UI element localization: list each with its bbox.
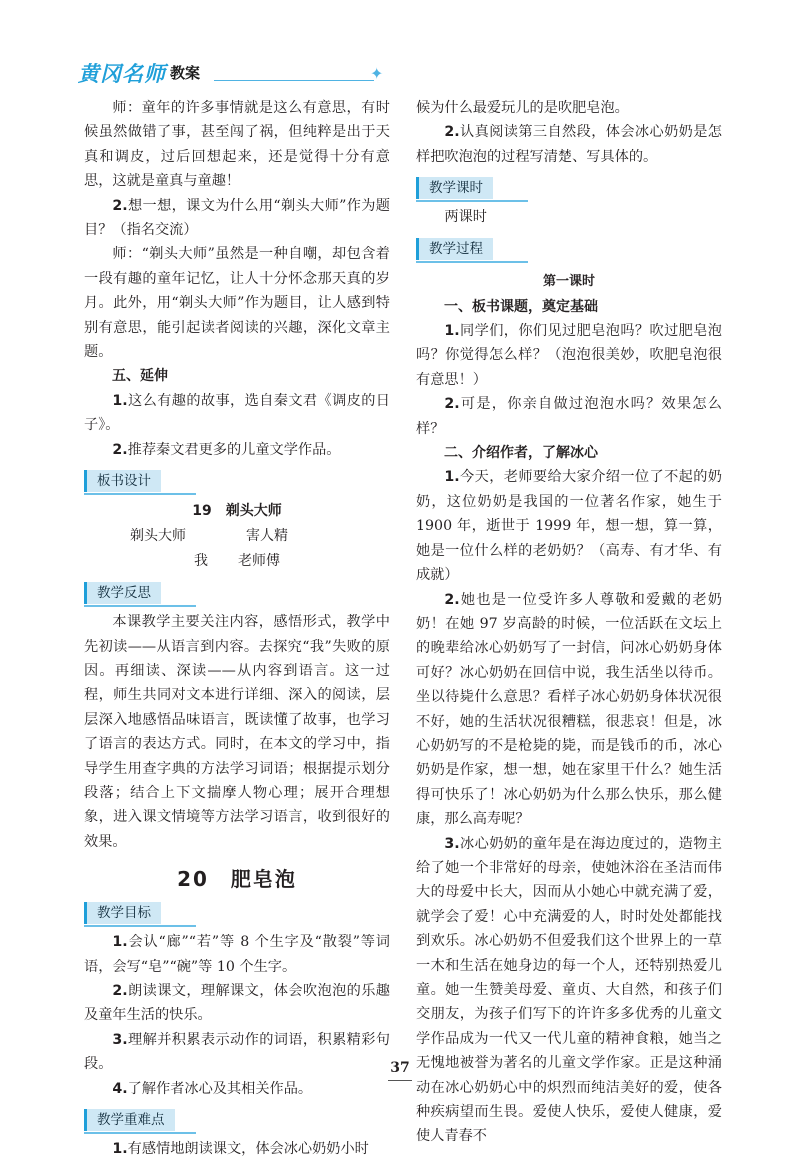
board-item: 老师傅 xyxy=(238,553,280,570)
board-title: 19 剃头大师 xyxy=(192,503,282,520)
section-tag-label: 板书设计 xyxy=(84,470,161,492)
item-number: 2. xyxy=(444,124,460,141)
item-number: 2. xyxy=(444,396,460,413)
item-text: 了解作者冰心及其相关作品。 xyxy=(127,1080,313,1097)
list-item xyxy=(416,120,722,169)
list-item xyxy=(416,465,722,587)
item-text: 今天，老师要给大家介绍一位了不起的奶奶，这位奶奶是我国的一位著名作家，她生于 1900 年，逝世于 1999 年，想一想，算一算，她是一位什么样的老奶奶？（高寿、有才华、有成就） xyxy=(416,469,722,584)
item-text: 认真阅读第三自然段，体会冰心奶奶是怎样把吹泡泡的过程写清楚、写具体的。 xyxy=(416,124,722,165)
item-number: 4. xyxy=(112,1080,128,1097)
item-number: 1. xyxy=(444,323,460,340)
item-text: 朗读课文，理解课文，体会吹泡泡的乐趣及童年生活的快乐。 xyxy=(84,982,390,1024)
section-tag-reflect xyxy=(84,582,196,607)
left-column xyxy=(84,96,390,1161)
section-tag-underline xyxy=(84,925,196,927)
lesson-title: 20 肥皂泡 xyxy=(177,867,297,892)
item-number: 1. xyxy=(112,392,128,409)
item-text: 有感情地朗读课文，体会冰心奶奶小时 xyxy=(127,1141,369,1157)
section-tag-underline xyxy=(416,261,528,263)
section-tag-label: 教学目标 xyxy=(84,902,161,924)
section-tag-board xyxy=(84,470,196,495)
page-header xyxy=(78,58,408,94)
board-item: 害人精 xyxy=(246,528,288,545)
paragraph: 两课时 xyxy=(444,209,487,226)
item-number: 2. xyxy=(112,197,128,214)
brand-logo-text: 黄冈名师 xyxy=(78,62,166,86)
item-number: 3. xyxy=(444,835,460,852)
board-row xyxy=(84,549,390,574)
paragraph: 本课教学主要关注内容，感悟形式，教学中先初读——从语言到内容。去探究“我”失败的原因。再细读、深读——从内容到语言。这一过程，师生共同对文本进行详细、深入的阅读，层层深入地感悟品味语言，既读懂了故事，也学习了语言的表达方式。同时，在本文的学习中，指导学生用查字典的方法学习词语；根据提示划分段落；结合上下文揣摩人物心理；展开合理想象，进入课文情境等方法学习语言，收到很好的效果。 xyxy=(84,614,390,850)
brand-subtitle: 教案 xyxy=(170,64,201,82)
section-tag-process xyxy=(416,238,528,263)
section-tag-hours xyxy=(416,177,528,202)
page-number: 37 xyxy=(390,1060,410,1076)
section-heading: 二、介绍作者，了解冰心 xyxy=(444,445,598,462)
section-tag-underline xyxy=(84,1132,196,1134)
list-item xyxy=(84,389,390,438)
item-number: 1. xyxy=(112,934,128,951)
paragraph: 师：童年的许多事情就是这么有意思，有时候虽然做错了事，甚至闯了祸，但纯粹是出于天真和调皮，过后回想起来，还是觉得十分有意思，这就是童真与童趣！ xyxy=(84,100,390,190)
list-item xyxy=(84,438,390,462)
header-divider xyxy=(214,80,374,81)
section-tag-label: 教学过程 xyxy=(416,238,493,260)
list-item xyxy=(416,319,722,392)
item-number: 2. xyxy=(444,591,460,608)
section-tag-label: 教学反思 xyxy=(84,582,161,604)
item-text: 冰心奶奶的童年是在海边度过的，造物主给了她一个非常好的母亲，使她沐浴在圣洁而伟大的母爱中长大，因而从小她心中就充满了爱，就学会了爱！心中充满爱的人，时时处处都能找到欢乐。冰心奶奶不但爱我们这个世界上的一草一木和生活在她身边的每一个人，还特别热爱儿童。她一生赞美母爱、童贞、大自然，和孩子们交朋友，为孩子们写下的许许多多优秀的儿童文学作品成为一代又一代儿童的精神食粮，她当之无愧地被誉为著名的儿童文学作家。正是这种涌动在冰心奶奶心中的炽烈而纯洁美好的爱，使各种疾病望而生畏。爱使人快乐，爱使人健康，爱使人青春不 xyxy=(416,835,722,1145)
period-title: 第一课时 xyxy=(542,273,595,289)
section-tag-key xyxy=(84,1109,196,1134)
item-text: 会认“廊”“若”等 8 个生字及“散裂”等词语，会写“皂”“碗”等 10 个生字。 xyxy=(84,934,390,975)
list-item xyxy=(84,930,390,979)
item-text: 理解并积累表示动作的词语，积累精彩句段。 xyxy=(84,1031,390,1073)
item-text: 推荐秦文君更多的儿童文学作品。 xyxy=(127,441,341,458)
section-tag-underline xyxy=(84,605,196,607)
item-text: 她也是一位受许多人尊敬和爱戴的老奶奶！在她 97 岁高龄的时候，一位活跃在文坛上的晚辈给冰心奶奶写了一封信，问冰心奶奶身体可好？冰心奶奶在回信中说，我生活坐以待币。坐以待毙什么意思？看样子冰心奶奶身体状况很不好，她的生活状况很糟糕，很悲哀！但是，冰心奶奶写的不是枪毙的毙，而是钱币的币，冰心奶奶是作家，想一想，她在家里干什么？她生活得可快乐了！冰心奶奶为什么那么快乐，那么健康，那么高寿呢？ xyxy=(416,591,722,828)
item-text: 可是，你亲自做过泡泡水吗？效果怎么样？ xyxy=(416,396,722,437)
item-number: 3. xyxy=(112,1031,128,1048)
item-number: 1. xyxy=(444,469,460,486)
sparkle-icon: ✦ xyxy=(370,64,384,83)
paragraph: 候为什么最爱玩儿的是吹肥皂泡。 xyxy=(416,100,629,116)
section-tag-label: 教学重难点 xyxy=(84,1109,175,1131)
item-number: 2. xyxy=(112,982,128,999)
section-heading: 五、延伸 xyxy=(112,368,168,385)
list-item xyxy=(416,588,722,832)
list-item xyxy=(84,979,390,1028)
item-text: 同学们，你们见过肥皂泡吗？吹过肥皂泡吗？你觉得怎么样？（泡泡很美妙，吹肥皂泡很有意思！） xyxy=(416,323,722,388)
list-item xyxy=(84,1077,390,1101)
list-item xyxy=(84,1137,390,1161)
section-tag-goal xyxy=(84,902,196,927)
item-text: 这么有趣的故事，选自秦文君《调皮的日子》。 xyxy=(84,392,390,434)
board-item: 我 xyxy=(194,553,208,570)
paragraph: 师：“剃头大师”虽然是一种自嘲，却包含着一段有趣的童年记忆，让人十分怀念那天真的岁月。此外，用“剃头大师”作为题目，让人感到特别有意思，能引起读者阅读的兴趣，深化文章主题。 xyxy=(84,246,390,361)
board-item: 剃头大师 xyxy=(130,528,186,545)
section-heading: 一、板书课题，奠定基础 xyxy=(444,298,598,315)
list-item xyxy=(416,832,722,1149)
section-tag-label: 教学课时 xyxy=(416,177,493,199)
item-number: 2. xyxy=(112,441,128,458)
section-tag-underline xyxy=(84,493,196,495)
right-column xyxy=(416,96,722,1149)
item-number: 1. xyxy=(112,1141,128,1157)
section-tag-underline xyxy=(416,200,528,202)
board-row xyxy=(84,524,390,549)
question-item xyxy=(84,194,390,243)
item-text: 想一想，课文为什么用“剃头大师”作为题目？（指名交流） xyxy=(84,197,390,239)
list-item xyxy=(416,392,722,441)
page-number-underline xyxy=(388,1080,412,1081)
